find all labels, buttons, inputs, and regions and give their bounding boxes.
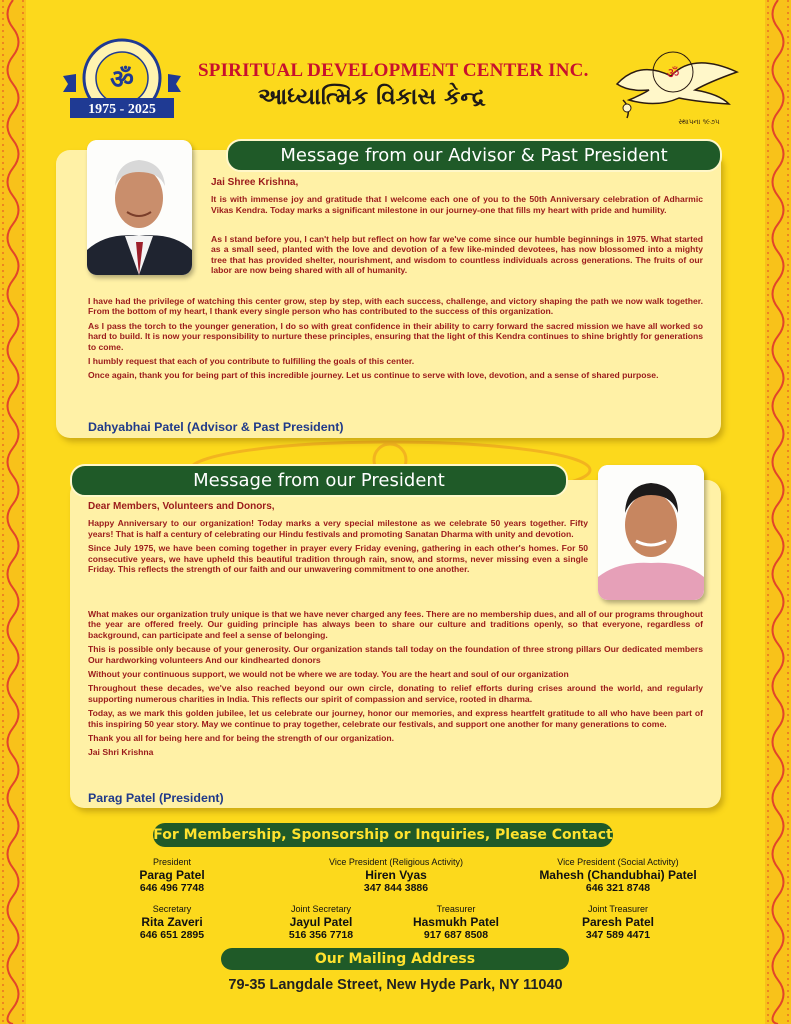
contact-name: Hiren Vyas [365, 868, 427, 882]
svg-text:સ્થાપના ૧૯૭૫: સ્થાપના ૧૯૭૫ [678, 118, 720, 126]
president-paragraph: Happy Anniversary to our organization! Today marks a very special milestone as we celebrate 50 years together. Fifty years! That is half a century of celebrating our Hindu festivals and promoting Sanatan Dharma with unity and devotion. [88, 518, 588, 539]
advisor-message-bottom [88, 296, 703, 385]
contact-name: Parag Patel [139, 868, 205, 882]
anniversary-seal-logo [58, 36, 186, 130]
advisor-paragraph: It is with immense joy and gratitude that I welcome each one of you to the 50th Anniversary celebration of Adharmic Vikas Kendra. Today marks a significant milestone in our journey-one that fills my heart with pride and humility. [211, 194, 703, 215]
president-photo [598, 465, 704, 600]
bird-logo [609, 42, 745, 130]
svg-text:ॐ: ॐ [110, 65, 134, 95]
contact-phone: 347 589 4471 [585, 929, 651, 941]
right-decorative-border [765, 0, 791, 1024]
contact-phone: 917 687 8508 [423, 929, 489, 941]
advisor-paragraph: Once again, thank you for being part of this incredible journey. Let us continue to serve with love, devotion, and a sense of shared purpose. [88, 370, 659, 381]
president-paragraph: Without your continuous support, we would not be where we are today. You are the heart and soul of our organization [88, 669, 569, 680]
contact-role: Joint Secretary [290, 904, 352, 914]
contact-role: Treasurer [436, 904, 476, 914]
advisor-signature: Dahyabhai Patel (Advisor & Past President) [88, 420, 344, 434]
svg-text:ॐ: ॐ [666, 66, 680, 82]
contact-role: President [152, 857, 192, 867]
contact-name: Jayul Patel [289, 915, 353, 929]
president-paragraph: Thank you all for being here and for being the strength of our organization. [88, 733, 395, 744]
advisor-paragraph: As I stand before you, I can't help but reflect on how far we've come since our humble beginnings in 1975. What started as a small seed, planted with the love and devotion of a few like-minded devotees, has now blossomed into a mighty tree that has provided shelter, nourishment, and wisdom to countless individuals across generations. The fruits of our labor are now being shared with all of humanity. [211, 234, 703, 276]
advisor-greeting: Jai Shree Krishna, [211, 177, 299, 188]
advisor-message-top [211, 178, 703, 219]
contact-card [301, 857, 491, 895]
mailing-address: 79-35 Langdale Street, New Hyde Park, NY 11040 [228, 977, 563, 993]
contact-phone: 516 356 7718 [288, 929, 354, 941]
contact-phone: 347 844 3886 [363, 882, 429, 894]
contact-role: Vice President (Religious Activity) [329, 857, 463, 867]
contact-title: For Membership, Sponsorship or Inquiries, Please Contact [153, 823, 613, 847]
advisor-message-middle [211, 234, 703, 280]
president-message-top [88, 502, 588, 578]
organization-name-english: SPIRITUAL DEVELOPMENT CENTER INC. [198, 60, 589, 81]
contact-phone: 646 321 8748 [585, 882, 651, 894]
contact-role: Secretary [152, 904, 192, 914]
mailing-address-title: Our Mailing Address [221, 948, 569, 970]
contact-phone: 646 651 2895 [139, 929, 205, 941]
president-closing: Jai Shri Krishna [88, 747, 154, 758]
contact-role: Vice President (Social Activity) [557, 857, 679, 867]
president-message-title: Message from our President [70, 464, 568, 497]
advisor-message-title: Message from our Advisor & Past President [226, 139, 722, 172]
president-paragraph: Today, as we mark this golden jubilee, let us celebrate our journey, honor our memories, and express heartfelt gratitude to all who have been part of this inspiring 50 year story. May we continue to pray together, celebrate our festivals, and support one another for many generations to come. [88, 708, 703, 729]
president-paragraph: What makes our organization truly unique is that we have never charged any fees. There are no membership dues, and all of our programs throughout the year are offered freely. Our guiding principle has always been to share our culture and traditions openly, so that everyone, regardless of background, can participate and feel a sense of belonging. [88, 609, 703, 640]
president-message-bottom [88, 609, 703, 762]
president-greeting: Dear Members, Volunteers and Donors, [88, 501, 275, 512]
contact-name: Mahesh (Chandubhai) Patel [539, 868, 697, 882]
contact-phone: 646 496 7748 [139, 882, 205, 894]
contact-name: Hasmukh Patel [412, 915, 500, 929]
contact-card [523, 857, 713, 895]
contact-card [523, 904, 713, 942]
contact-role: Joint Treasurer [587, 904, 649, 914]
contact-name: Paresh Patel [581, 915, 655, 929]
president-paragraph: This is possible only because of your generosity. Our organization stands tall today on the foundation of three strong pillars Our dedicated members Our hardworking volunteers And our kindhearted donors [88, 644, 703, 665]
contact-name: Rita Zaveri [141, 915, 203, 929]
president-paragraph: Throughout these decades, we've also reached beyond our own circle, donating to relief efforts during crises around the world, and regularly supporting numerous charities in India. This reflects our spirit of compassion and service, rooted in dharma. [88, 683, 703, 704]
left-decorative-border [0, 0, 26, 1024]
contact-card [77, 857, 267, 895]
page-header [50, 34, 741, 134]
president-paragraph: Since July 1975, we have been coming together in prayer every Friday evening, gathering in each other's homes. For 50 consecutive years, we have upheld this beautiful tradition through rain, snow, and storms, never missing even a single Friday. This reflects the strength of our faith and our unwavering commitment to one another. [88, 543, 588, 575]
advisor-paragraph: I have had the privilege of watching this center grow, step by step, with each success, challenge, and victory shaping the path we now walk together. From the bottom of my heart, I thank every single person who has contributed to the success of this organization. [88, 296, 703, 317]
advisor-paragraph: I humbly request that each of you contribute to fulfilling the goals of this center. [88, 356, 415, 367]
organization-name-gujarati: આધ્યાત્મિક વિકાસ કેન્દ્ર [258, 84, 486, 110]
advisor-photo [87, 140, 192, 275]
president-signature: Parag Patel (President) [88, 791, 224, 805]
svg-text:1975 - 2025: 1975 - 2025 [88, 102, 156, 117]
advisor-paragraph: As I pass the torch to the younger generation, I do so with great confidence in their ability to carry forward the sacred mission we have all worked so hard to build. It is now your responsibility to nurture these principles, ensuring that the light of this Kendra continues to shine brightly for generations to come. [88, 320, 703, 352]
